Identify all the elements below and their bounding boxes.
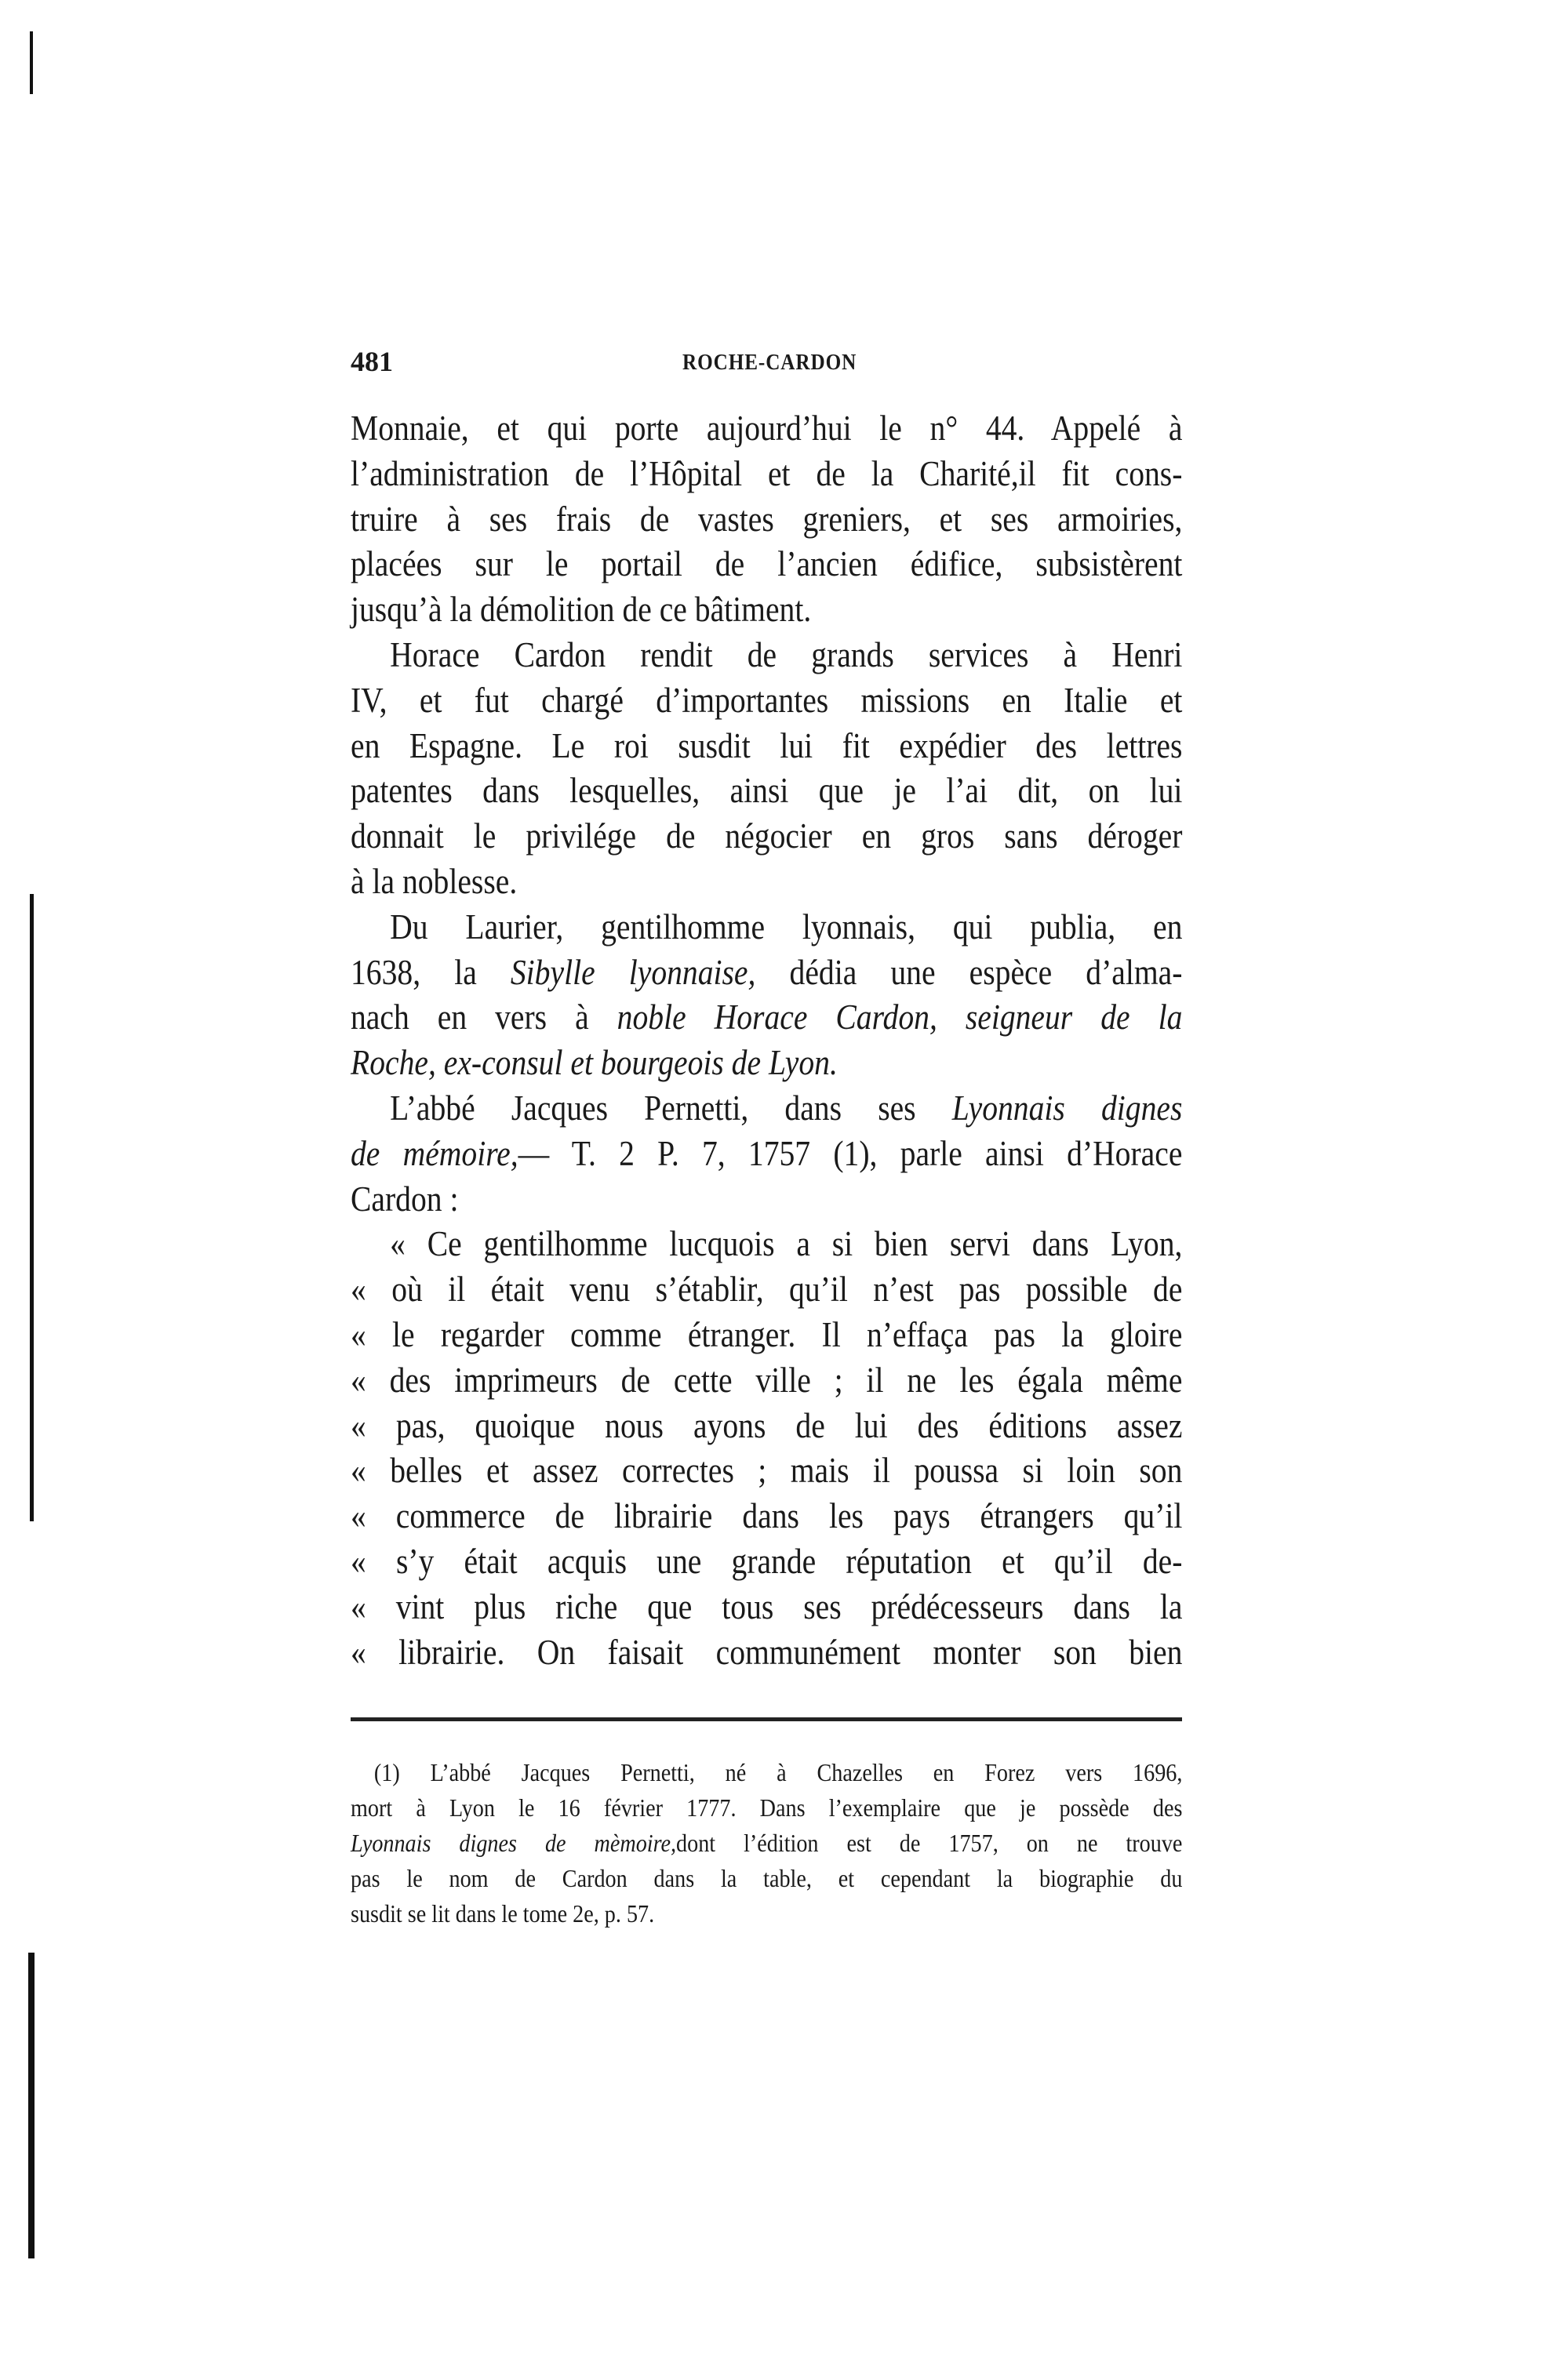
- text-segment: Du Laurier, gentilhomme lyonnais, qui publia, en: [390, 907, 1183, 947]
- text-line: [351, 1267, 1182, 1313]
- text-segment: « vint plus riche que tous ses prédécesseurs dans la: [351, 1586, 1183, 1626]
- body-text: [351, 406, 1182, 1675]
- text-line: [351, 950, 1182, 996]
- text-segment: 1638, la: [351, 952, 511, 992]
- text-line: [351, 587, 1182, 633]
- text-segment: pas le nom de Cardon dans la table, et cependant la biographie du: [351, 1864, 1183, 1892]
- text-segment: dédia une espèce d’alma-: [755, 952, 1183, 992]
- italic-text: de mémoire,: [351, 1133, 518, 1173]
- footnotes: [351, 1755, 1182, 1931]
- footnote-line: [351, 1790, 1182, 1826]
- scan-mark: [30, 894, 34, 1521]
- text-segment: Monnaie, et qui porte aujourd’hui le n° 44. Appelé à: [351, 409, 1183, 448]
- text-line: [351, 1177, 1182, 1223]
- text-segment: « commerce de librairie dans les pays étrangers qu’il: [351, 1496, 1183, 1536]
- text-line: [351, 1222, 1182, 1267]
- text-line: [351, 1494, 1182, 1539]
- text-line: [351, 995, 1182, 1041]
- text-segment: truire à ses frais de vastes greniers, et ses armoiries,: [351, 499, 1183, 539]
- text-segment: Cardon :: [351, 1179, 459, 1219]
- text-segment: « belles et assez correctes ; mais il poussa si loin son: [351, 1451, 1183, 1491]
- text-segment: donnait le privilége de négocier en gros sans déroger: [351, 816, 1183, 856]
- text-line: [351, 1448, 1182, 1494]
- text-segment: nach en vers à: [351, 997, 617, 1037]
- text-line: [351, 905, 1182, 950]
- italic-text: Lyonnais dignes de mèmoire,: [351, 1829, 677, 1857]
- footnote-line: [351, 1896, 1182, 1931]
- text-segment: « Ce gentilhomme lucquois a si bien servi dans Lyon,: [390, 1224, 1183, 1264]
- text-line: [351, 497, 1182, 543]
- text-segment: en Espagne. Le roi susdit lui fit expédier des lettres: [351, 725, 1183, 765]
- text-line: [351, 406, 1182, 452]
- text-line: [351, 769, 1182, 814]
- text-line: [351, 814, 1182, 859]
- running-head: ROCHE-CARDON: [682, 351, 857, 375]
- text-line: [351, 678, 1182, 724]
- text-segment: patentes dans lesquelles, ainsi que je l’ai dit, on lui: [351, 771, 1183, 811]
- text-line: [351, 724, 1182, 769]
- scan-mark: [30, 31, 33, 94]
- footnote-line: [351, 1826, 1182, 1861]
- text-line: [351, 1086, 1182, 1132]
- text-segment: placées sur le portail de l’ancien édifice, subsistèrent: [351, 544, 1183, 584]
- footnote-line: [351, 1755, 1182, 1790]
- text-segment: « le regarder comme étranger. Il n’effaça pas la gloire: [351, 1314, 1183, 1354]
- scan-mark: [28, 1953, 35, 2258]
- text-segment: — T. 2 P. 7, 1757 (1), parle ainsi d’Horace: [518, 1133, 1183, 1173]
- text-line: [351, 1358, 1182, 1404]
- text-segment: l’administration de l’Hôpital et de la Charité,il fit cons-: [351, 453, 1183, 493]
- text-segment: mort à Lyon le 16 février 1777. Dans l’exemplaire que je possède des: [351, 1793, 1183, 1822]
- page-number: 481: [351, 346, 393, 377]
- text-line: [351, 1630, 1182, 1676]
- text-segment: « où il était venu s’établir, qu’il n’est pas possible de: [351, 1270, 1183, 1310]
- italic-text: Lyonnais dignes: [951, 1088, 1183, 1128]
- text-line: [351, 1041, 1182, 1086]
- text-line: [351, 1132, 1182, 1177]
- italic-text: noble Horace Cardon, seigneur de la: [617, 997, 1183, 1037]
- text-segment: dont l’édition est de 1757, on ne trouve: [676, 1829, 1183, 1857]
- italic-text: Roche, ex-consul et bourgeois de Lyon.: [351, 1043, 838, 1083]
- footnote-rule: [351, 1717, 1182, 1721]
- text-segment: susdit se lit dans le tome 2e, p. 57.: [351, 1899, 655, 1928]
- text-line: [351, 1313, 1182, 1358]
- text-line: [351, 859, 1182, 905]
- text-segment: jusqu’à la démolition de ce bâtiment.: [351, 590, 812, 630]
- text-line: [351, 633, 1182, 678]
- text-line: [351, 1585, 1182, 1630]
- text-segment: à la noblesse.: [351, 861, 518, 901]
- text-segment: « librairie. On faisait communément monter son bien: [351, 1632, 1183, 1672]
- text-line: [351, 542, 1182, 587]
- text-line: [351, 452, 1182, 497]
- italic-text: Sibylle lyonnaise,: [510, 952, 756, 992]
- text-segment: « des imprimeurs de cette ville ; il ne les égala même: [351, 1360, 1183, 1400]
- text-segment: (1) L’abbé Jacques Pernetti, né à Chazelles en Forez vers 1696,: [373, 1758, 1183, 1786]
- text-segment: L’abbé Jacques Pernetti, dans ses: [390, 1088, 952, 1128]
- text-line: [351, 1404, 1182, 1449]
- text-line: [351, 1539, 1182, 1585]
- text-segment: IV, et fut chargé d’importantes missions en Italie et: [351, 680, 1183, 720]
- text-segment: « pas, quoique nous ayons de lui des éditions assez: [351, 1405, 1183, 1445]
- text-segment: « s’y était acquis une grande réputation et qu’il de-: [351, 1541, 1183, 1581]
- footnote-line: [351, 1861, 1182, 1896]
- text-segment: Horace Cardon rendit de grands services à Henri: [390, 634, 1183, 674]
